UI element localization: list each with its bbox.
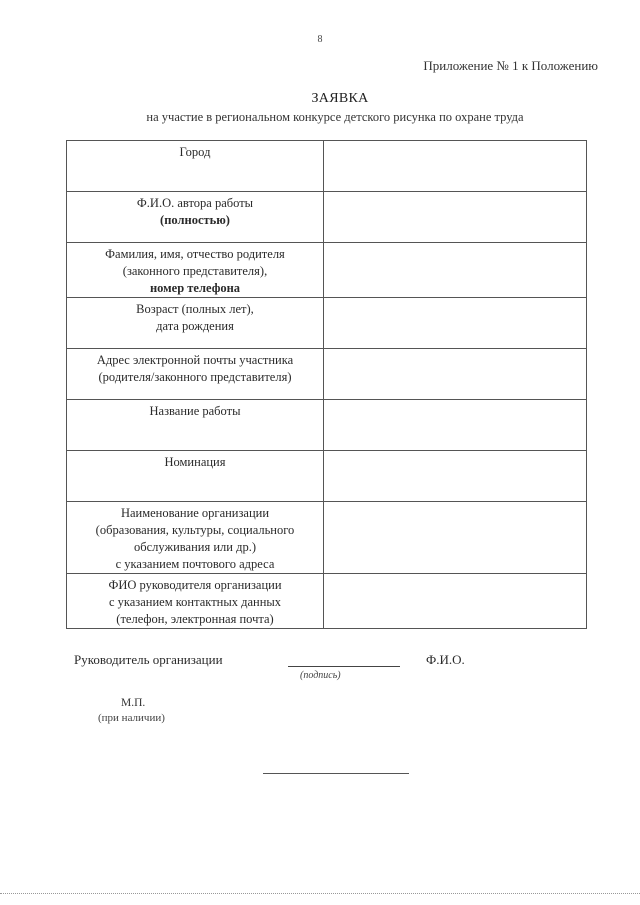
form-row xyxy=(67,400,587,451)
form-row xyxy=(67,298,587,349)
form-field-value[interactable] xyxy=(324,502,587,574)
form-field-label-line: с указанием контактных данных xyxy=(108,595,282,609)
form-field-value[interactable] xyxy=(324,141,587,192)
form-row xyxy=(67,349,587,400)
form-field-label xyxy=(67,400,324,451)
form-field-label-line: дата рождения xyxy=(156,319,234,333)
form-field-label-line: обслуживания или др.) xyxy=(134,540,256,554)
form-field-value[interactable] xyxy=(324,574,587,629)
application-form-table xyxy=(66,140,587,629)
form-field-label-line: Наименование организации xyxy=(120,506,270,520)
form-field-label-line: Номинация xyxy=(164,455,226,469)
form-field-value[interactable] xyxy=(324,400,587,451)
form-field-label-line: Фамилия, имя, отчество родителя xyxy=(105,247,285,261)
form-field-label xyxy=(67,451,324,502)
form-field-label xyxy=(67,574,324,629)
form-field-label-line: Возраст (полных лет), xyxy=(136,302,254,316)
form-field-label xyxy=(67,298,324,349)
page-edge-dots xyxy=(0,893,640,894)
form-field-value[interactable] xyxy=(324,298,587,349)
form-row xyxy=(67,451,587,502)
document-subtitle: на участие в региональном конкурсе детского рисунка по охране труда xyxy=(146,110,524,124)
page-number: 8 xyxy=(317,34,323,45)
form-field-label-line: ФИО руководителя организации xyxy=(108,578,282,592)
form-field-label-line: (телефон, электронная почта) xyxy=(116,612,274,626)
form-row xyxy=(67,243,587,298)
form-field-label-line: Адрес электронной почты участника xyxy=(96,353,294,367)
form-field-label-line: Ф.И.О. автора работы xyxy=(136,196,254,210)
form-field-label-line: (полностью) xyxy=(160,213,230,227)
form-field-value[interactable] xyxy=(324,243,587,298)
form-field-label-line: Название работы xyxy=(149,404,241,418)
form-field-label-line: Город xyxy=(179,145,211,159)
signature-line xyxy=(288,666,400,667)
form-field-label-line: с указанием почтового адреса xyxy=(115,557,275,571)
form-field-label-line: (родителя/законного представителя) xyxy=(98,370,292,384)
fio-label: Ф.И.О. xyxy=(426,652,465,667)
form-field-value[interactable] xyxy=(324,192,587,243)
appendix-note: Приложение № 1 к Положению xyxy=(423,58,598,73)
form-row xyxy=(67,141,587,192)
form-row xyxy=(67,574,587,629)
form-row xyxy=(67,192,587,243)
form-field-label-line: номер телефона xyxy=(149,281,241,295)
bottom-divider-line xyxy=(263,773,409,774)
form-field-label-line: (законного представителя), xyxy=(122,264,268,278)
form-row xyxy=(67,502,587,574)
form-field-label xyxy=(67,349,324,400)
form-field-label xyxy=(67,141,324,192)
form-field-label xyxy=(67,502,324,574)
organization-head-label: Руководитель организации xyxy=(74,652,223,667)
form-field-value[interactable] xyxy=(324,349,587,400)
stamp-label: М.П. xyxy=(121,697,146,709)
signature-block xyxy=(74,652,594,692)
form-field-value[interactable] xyxy=(324,451,587,502)
document-title: ЗАЯВКА xyxy=(311,91,369,106)
form-field-label xyxy=(67,192,324,243)
form-field-label xyxy=(67,243,324,298)
stamp-note: (при наличии) xyxy=(98,712,165,724)
signature-caption: (подпись) xyxy=(300,670,341,681)
form-field-label-line: (образования, культуры, социального xyxy=(95,523,295,537)
